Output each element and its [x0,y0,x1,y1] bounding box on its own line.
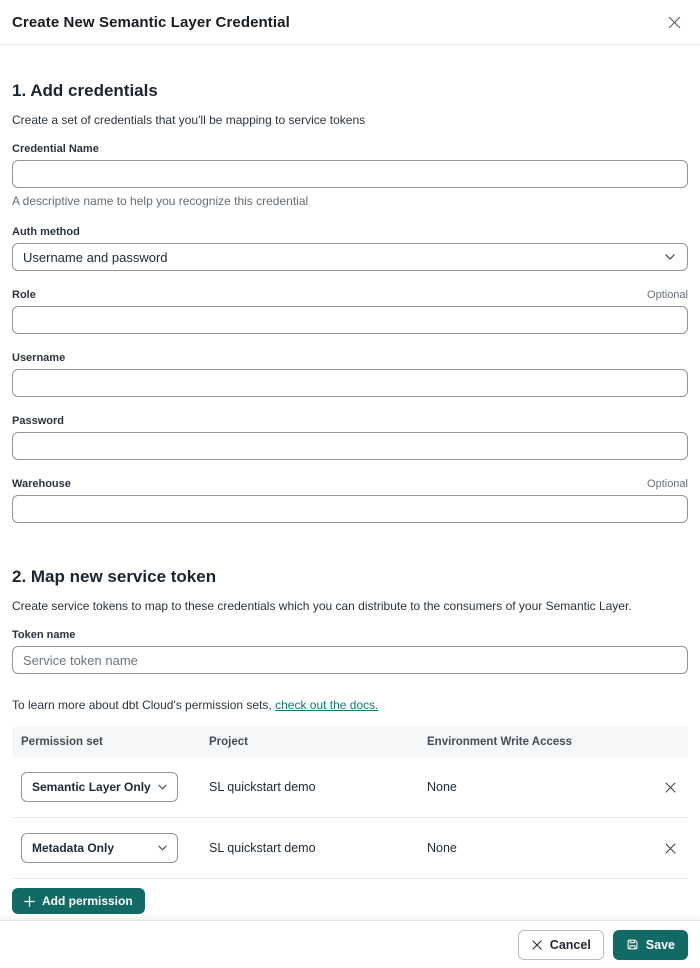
credential-name-input[interactable] [12,160,688,188]
table-row [12,818,688,879]
remove-icon [664,781,677,794]
credential-name-label: Credential Name [12,143,99,155]
cancel-label: Cancel [549,937,591,952]
remove-permission-button[interactable] [660,838,688,859]
warehouse-input[interactable] [12,495,688,523]
docs-note [12,698,688,712]
section-token-description: Create service tokens to map to these credentials which you can distribute to the consumers of your Semantic Layer. [12,599,632,613]
plus-icon [24,896,35,907]
token-name-label: Token name [12,629,76,641]
modal-title: Create New Semantic Layer Credential [12,13,290,31]
password-label: Password [12,415,64,427]
auth-method-select[interactable] [12,243,688,271]
add-permission-label: Add permission [42,894,133,908]
modal-footer [0,920,700,968]
role-input[interactable] [12,306,688,334]
remove-permission-button[interactable] [660,777,688,798]
permission-set-selected-value: Semantic Layer Only [32,780,151,794]
warehouse-label: Warehouse [12,478,71,490]
password-input[interactable] [12,432,688,460]
remove-icon [664,842,677,855]
column-header-permission-set: Permission set [21,736,103,748]
save-icon [626,938,639,951]
project-cell: SL quickstart demo [209,841,316,855]
close-button[interactable] [663,11,686,34]
close-icon [667,15,682,30]
column-header-environment-write-access: Environment Write Access [427,736,573,748]
token-name-input[interactable] [12,646,688,674]
chevron-down-icon [158,784,167,790]
modal-header [0,0,700,45]
auth-method-label: Auth method [12,226,80,238]
docs-note-text: To learn more about dbt Cloud's permission sets, [12,698,276,712]
auth-method-selected-value: Username and password [23,249,168,265]
permission-set-selected-value: Metadata Only [32,841,115,855]
section-token-heading: 2. Map new service token [12,567,217,586]
table-row [12,757,688,818]
save-label: Save [645,937,675,952]
role-optional-tag: Optional [647,289,688,301]
column-header-project: Project [209,736,248,748]
project-cell: SL quickstart demo [209,780,316,794]
modal-body [0,81,700,914]
warehouse-optional-tag: Optional [647,478,688,490]
section-credentials-heading: 1. Add credentials [12,81,158,100]
cancel-button[interactable] [518,930,604,960]
username-input[interactable] [12,369,688,397]
docs-link[interactable]: check out the docs. [275,698,379,712]
section-credentials-description: Create a set of credentials that you'll be mapping to service tokens [12,113,366,127]
permissions-table [12,727,688,879]
chevron-down-icon [665,254,675,260]
permission-set-select[interactable] [21,833,178,863]
role-label: Role [12,289,36,301]
x-icon [531,939,543,951]
chevron-down-icon [158,845,167,851]
add-permission-button[interactable] [12,888,145,914]
environment-write-access-cell: None [427,841,457,855]
username-label: Username [12,352,66,364]
environment-write-access-cell: None [427,780,457,794]
save-button[interactable] [613,930,688,960]
credential-name-helper: A descriptive name to help you recognize this credential [12,194,309,208]
permissions-table-header [12,727,688,757]
permission-set-select[interactable] [21,772,178,802]
